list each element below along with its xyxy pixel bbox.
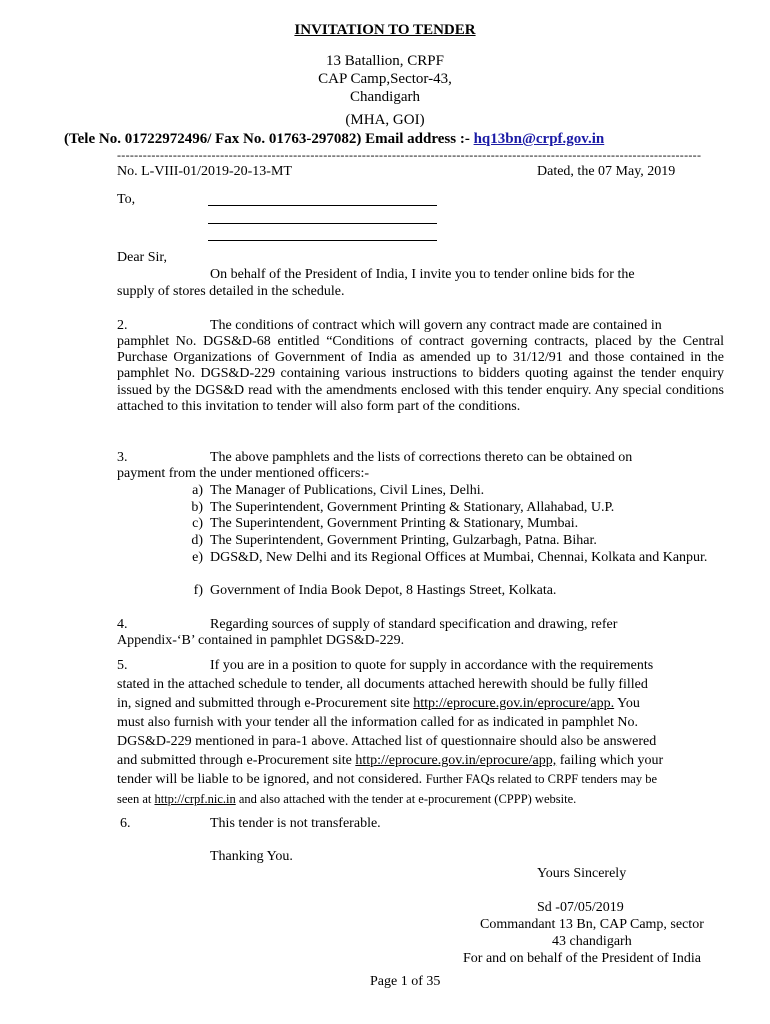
address-line-4: (MHA, GOI) (345, 112, 425, 128)
address-blank-line-1 (208, 205, 437, 206)
address-line-2: CAP Camp,Sector-43, (318, 71, 452, 87)
para5-line-5: DGS&D-229 mentioned in para-1 above. Attached list of questionnaire should also be answered (117, 734, 657, 749)
document-title: INVITATION TO TENDER (294, 22, 476, 38)
para1-first-line: On behalf of the President of India, I invite you to tender online bids for the (210, 267, 635, 282)
list-item: The Manager of Publications, Civil Lines, Delhi. (210, 483, 485, 498)
document-date: Dated, the 07 May, 2019 (537, 164, 676, 179)
faq-note: Further FAQs related to CRPF tenders may be (425, 772, 658, 786)
address-line-1: 13 Batallion, CRPF (326, 53, 444, 69)
para2-body: pamphlet No. DGS&D-68 entitled “Conditions of contract governing contracts, placed by the Central Purchase Organizations of Government of India as amended up to 31/12/91 and those contained in the pamphlet No. DGS&D-229 containing various instructions to bidders quoting against the tender enquiry issued by the DGS&D read with the amendments enclosed with this tender enquiry. Any special conditions attached to this invitation to tender will also form part of the conditions. (117, 334, 724, 414)
para2-number: 2. (117, 318, 128, 333)
para2-first-line: The conditions of contract which will govern any contract made are contained in (210, 318, 662, 333)
para6-text: This tender is not transferable. (210, 816, 381, 831)
list-item-marker: d) (191, 533, 203, 548)
thanking-line: Thanking You. (210, 849, 293, 864)
para3-second-line: payment from the under mentioned officers:- (117, 466, 370, 481)
para5-line-8: seen at http://crpf.nic.in and also attached with the tender at e-procurement (CPPP) website. (117, 792, 577, 806)
list-item-marker: f) (193, 583, 203, 598)
closing-line: Yours Sincerely (537, 866, 627, 881)
para5-number: 5. (117, 658, 128, 673)
eprocure-link[interactable]: http://eprocure.gov.in/eprocure/app, (355, 753, 557, 768)
para5-line-4: must also furnish with your tender all the information called for as indicated in pamphlet No. (117, 715, 638, 730)
contact-line (64, 131, 604, 148)
list-item-marker: c) (192, 516, 203, 531)
signatory-designation: Commandant 13 Bn, CAP Camp, sector (480, 917, 704, 932)
address-blank-line-2 (208, 223, 437, 224)
para1-second-line: supply of stores detailed in the schedule. (117, 284, 345, 299)
list-item-marker: a) (192, 483, 203, 498)
para5-line-1: If you are in a position to quote for supply in accordance with the requirements (210, 658, 654, 673)
para3-first-line: The above pamphlets and the lists of corrections thereto can be obtained on (210, 450, 633, 465)
separator-line: ---------------------------------------------------------------------------------------------------------------------------------------- (117, 150, 702, 160)
list-item: Government of India Book Depot, 8 Hastings Street, Kolkata. (210, 583, 557, 598)
para4-first-line: Regarding sources of supply of standard specification and drawing, refer (210, 617, 618, 632)
signature-date: Sd -07/05/2019 (537, 900, 624, 915)
list-item-marker: e) (192, 550, 203, 565)
para5-line-2: stated in the attached schedule to tender, all documents attached herewith should be fully filled (117, 677, 648, 692)
address-blank-line-3 (208, 240, 437, 241)
eprocure-link[interactable]: http://eprocure.gov.in/eprocure/app. (413, 696, 615, 711)
para4-second-line: Appendix-‘B’ contained in pamphlet DGS&D-229. (117, 633, 405, 648)
para5-line-3: in, signed and submitted through e-Procurement site http://eprocure.gov.in/eprocure/app. You (117, 696, 640, 711)
to-label: To, (117, 192, 136, 207)
para5-line-7: tender will be liable to be ignored, and not considered. Further FAQs related to CRPF tenders may be (117, 772, 658, 787)
list-item: The Superintendent, Government Printing & Stationary, Allahabad, U.P. (210, 500, 615, 515)
contact-details: (Tele No. 01722972496/ Fax No. 01763-297082) Email address :- (64, 131, 474, 147)
email-link[interactable]: hq13bn@crpf.gov.in (473, 131, 605, 147)
signatory-location: 43 chandigarh (552, 934, 632, 949)
address-line-3: Chandigarh (350, 89, 420, 105)
para3-number: 3. (117, 450, 128, 465)
para4-number: 4. (117, 617, 128, 632)
page-number: Page 1 of 35 (370, 974, 441, 989)
list-item: The Superintendent, Government Printing, Gulzarbagh, Patna. Bihar. (210, 533, 597, 548)
para5-line-6: and submitted through e-Procurement site http://eprocure.gov.in/eprocure/app, failing which your (117, 753, 664, 768)
list-item: The Superintendent, Government Printing & Stationary, Mumbai. (210, 516, 579, 531)
list-item-marker: b) (191, 500, 203, 515)
crpf-link[interactable]: http://crpf.nic.in (154, 792, 236, 806)
reference-number: No. L-VIII-01/2019-20-13-MT (117, 164, 292, 179)
signatory-authority: For and on behalf of the President of India (463, 951, 701, 966)
para6-number: 6. (120, 816, 131, 831)
list-item: DGS&D, New Delhi and its Regional Offices at Mumbai, Chennai, Kolkata and Kanpur. (210, 550, 708, 565)
salutation: Dear Sir, (117, 250, 167, 265)
